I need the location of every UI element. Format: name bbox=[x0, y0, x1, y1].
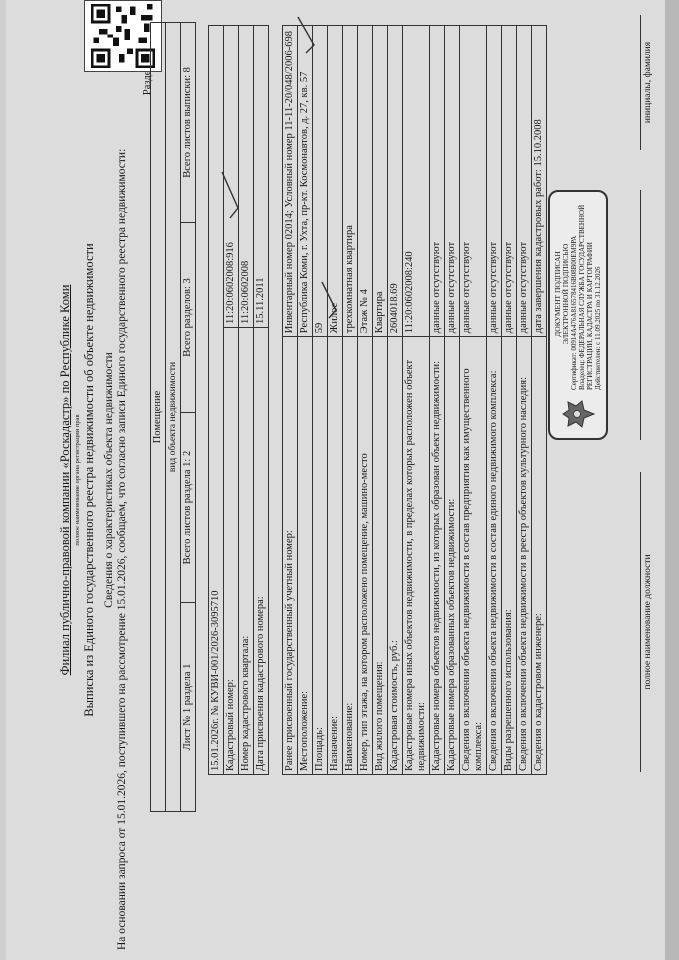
row-label: Ранее присвоенный государственный учетный номер: bbox=[283, 337, 298, 775]
row-label: Сведения о кадастровом инженере: bbox=[532, 337, 547, 775]
row-value: данные отсутствуют bbox=[460, 26, 487, 337]
row-label: Кадастровая стоимость, руб.: bbox=[388, 337, 403, 775]
row-label: Кадастровые номера образованных объектов недвижимости: bbox=[445, 337, 460, 775]
stamp-line: РЕГИСТРАЦИИ, КАДАСТРА И КАРТОГРАФИИ bbox=[586, 242, 594, 390]
object-type-caption: вид объекта недвижимости bbox=[166, 23, 181, 812]
row-value: 59 bbox=[313, 26, 328, 337]
row-label: Сведения о включении объекта недвижимости в состав единого недвижимого комплекса: bbox=[487, 337, 502, 775]
stamp-line: Действителен: с 11.09.2025 по 31.12.2026 bbox=[594, 266, 602, 390]
id-label: Кадастровый номер: bbox=[224, 328, 239, 775]
extract-title: Выписка из Единого государственного реестра недвижимости об объекте недвижимости bbox=[82, 243, 96, 717]
object-header-table bbox=[150, 22, 196, 812]
id-value: 11:20:0602008:916 bbox=[224, 26, 239, 328]
handwritten-check-mark bbox=[296, 15, 316, 55]
row-label: Кадастровые номера иных объектов недвижимости, в пределах которых расположен объект недвижимости: bbox=[403, 337, 430, 775]
id-value: 11:20:0602008 bbox=[239, 26, 254, 328]
id-label: Номер кадастрового квартала: bbox=[239, 328, 254, 775]
row-value: Инвентарный номер 02014; Условный номер 11-11-20/048/2006-698 bbox=[283, 26, 298, 337]
identifiers-table bbox=[208, 25, 269, 775]
signature-line bbox=[640, 190, 641, 440]
row-value: Республика Коми, г. Ухта, пр-кт. Космонавтов, д. 27, кв. 57 bbox=[298, 26, 313, 337]
row-value: данные отсутствуют bbox=[430, 26, 445, 337]
signatory-name-caption: инициалы, фамилия bbox=[640, 15, 653, 150]
row-label: Сведения о включении объекта недвижимости в состав предприятия как имущественного комплекса: bbox=[460, 337, 487, 775]
row-value: дата завершения кадастровых работ: 15.10.2008 bbox=[532, 26, 547, 337]
id-label: Дата присвоения кадастрового номера: bbox=[254, 328, 269, 775]
row-value: данные отсутствуют bbox=[445, 26, 460, 337]
characteristics-table bbox=[282, 25, 547, 775]
row-label: Сведения о включении объекта недвижимости в реестр объектов культурного наследия: bbox=[517, 337, 532, 775]
request-id: 15.01.2026г. № КУВИ-001/2026-3095710 bbox=[209, 26, 224, 775]
sheets-total: Всего листов выписки: 8 bbox=[181, 23, 196, 223]
row-label: Кадастровые номера объектов недвижимости, из которых образован объект недвижимости: bbox=[430, 337, 445, 775]
sections-total: Всего разделов: 3 bbox=[181, 222, 196, 412]
row-value: данные отсутствуют bbox=[487, 26, 502, 337]
stamp-line: ДОКУМЕНТ ПОДПИСАН bbox=[553, 251, 562, 337]
registry-caption: полное наименование органа регистрации прав bbox=[74, 414, 81, 546]
eagle-emblem-icon bbox=[560, 398, 598, 430]
row-value: 2604018.69 bbox=[388, 26, 403, 337]
object-type: Помещение bbox=[151, 23, 166, 812]
federal-company-title: Филиал публично-правовой компании «Роскадастр» по Республике Коми bbox=[58, 284, 72, 676]
row-value: данные отсутствуют bbox=[517, 26, 532, 337]
row-label: Местоположение: bbox=[298, 337, 313, 775]
row-label: Вид жилого помещения: bbox=[373, 337, 388, 775]
handwritten-check-mark bbox=[220, 170, 240, 220]
stamp-line: ЭЛЕКТРОННОЙ ПОДПИСЬЮ bbox=[561, 243, 570, 345]
handwritten-check-mark bbox=[320, 280, 338, 320]
row-value: Этаж № 4 bbox=[358, 26, 373, 337]
row-value: Жилое bbox=[328, 26, 343, 337]
row-label: Наименование: bbox=[343, 337, 358, 775]
sheets-in-section: Всего листов раздела 1: 2 bbox=[181, 413, 196, 603]
stamp-line: Владелец: ФЕДЕРАЛЬНАЯ СЛУЖБА ГОСУДАРСТВЕННОЙ bbox=[578, 204, 586, 390]
section-label: Раздел bbox=[142, 65, 153, 96]
electronic-signature-stamp bbox=[548, 190, 608, 440]
row-value: 11:20:0602008:240 bbox=[403, 26, 430, 337]
row-label: Виды разрешенного использования: bbox=[502, 337, 517, 775]
row-value: Квартира bbox=[373, 26, 388, 337]
row-label: Номер, тип этажа, на котором расположено помещение, машино-место bbox=[358, 337, 373, 775]
row-value: трехкомнатная квартира bbox=[343, 26, 358, 337]
stamp-line: Сертификат: 00914А476A816578416В08В00ЕМ9РА bbox=[570, 235, 578, 390]
row-label: Назначение: bbox=[328, 337, 343, 775]
basis-text: На основании запроса от 15.01.2026, поступившего на рассмотрение 15.01.2026, сообщаем, что согласно записи Единого государственного реестра недвижимости: bbox=[116, 148, 128, 950]
info-title: Сведения о характеристиках объекта недвижимости bbox=[103, 352, 115, 608]
row-value: данные отсутствуют bbox=[502, 26, 517, 337]
sheet-number: Лист № 1 раздела 1 bbox=[181, 603, 196, 812]
signatory-position-caption: полное наименование должности bbox=[640, 472, 653, 772]
row-label: Площадь: bbox=[313, 337, 328, 775]
id-value: 15.11.2011 bbox=[254, 26, 269, 328]
